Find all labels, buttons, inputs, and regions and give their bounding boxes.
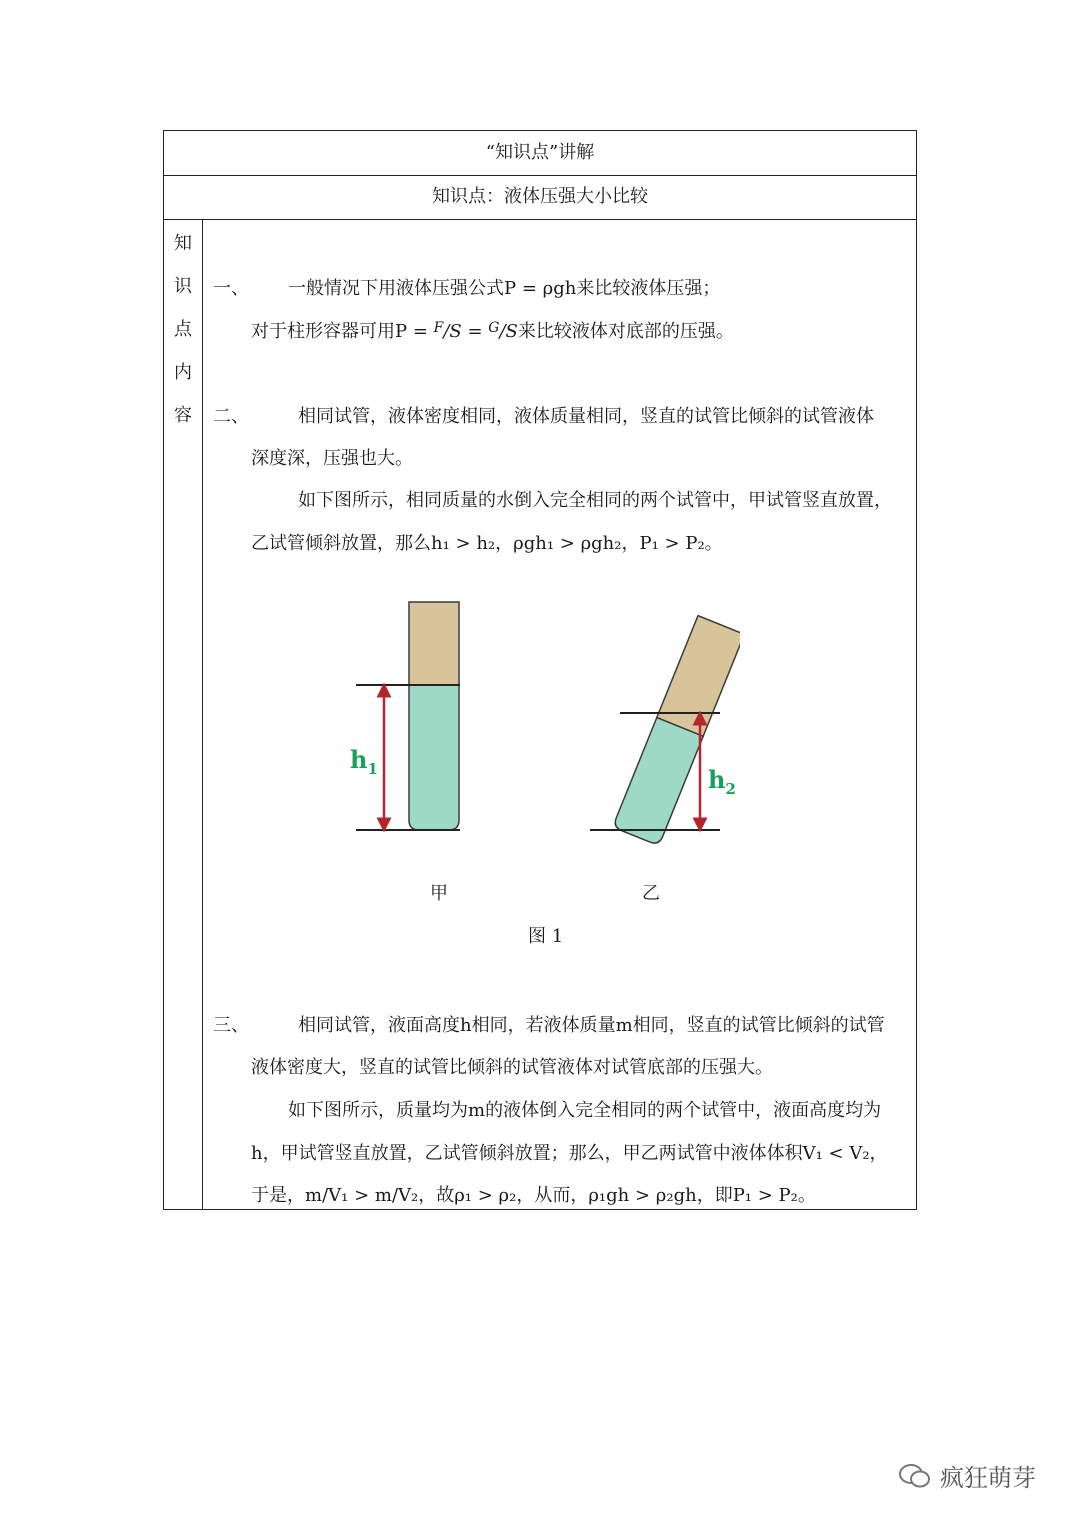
- section-3-line-5: 于是，m/V₁ > m/V₂，故ρ₁ > ρ₂，从而，ρ₁gh > ρ₂gh，即P₁ > P₂。: [251, 1185, 816, 1206]
- side-label-column: [164, 219, 203, 1209]
- tube-a-stopper: [409, 602, 459, 685]
- side-char: 内: [174, 362, 192, 383]
- table-subtitle: 知识点：液体压强大小比较: [164, 175, 916, 220]
- section-1-number: 一、: [213, 278, 249, 299]
- h1-label: $h_1$: [350, 745, 378, 778]
- test-tube-figure: [320, 590, 740, 850]
- tube-b-label: 乙: [642, 883, 660, 904]
- tube-a-label: 甲: [430, 883, 448, 904]
- watermark: [898, 1458, 1036, 1493]
- side-char: 识: [174, 276, 192, 297]
- section-3-line-4: h，甲试管竖直放置，乙试管倾斜放置；那么，甲乙两试管中液体体积V₁ < V₂，: [251, 1143, 888, 1164]
- section-2-number: 二、: [213, 406, 249, 427]
- side-char: 点: [174, 319, 192, 340]
- section-2-line-1: 相同试管，液体密度相同，液体质量相同，竖直的试管比倾斜的试管液体: [298, 406, 874, 427]
- side-char: 容: [174, 405, 192, 426]
- chat-bubbles-icon: [898, 1462, 932, 1490]
- section-3-line-3: 如下图所示，质量均为m的液体倒入完全相同的两个试管中，液面高度均为: [288, 1100, 882, 1121]
- tube-a-liquid: [409, 685, 459, 830]
- tube-vertical: [350, 602, 460, 830]
- section-3-line-1: 相同试管，液面高度h相同，若液体质量m相同，竖直的试管比倾斜的试管: [298, 1015, 885, 1036]
- tube-tilted: [590, 616, 740, 846]
- side-char: 知: [174, 233, 192, 254]
- h2-label: $h_2$: [708, 765, 736, 798]
- section-3-number: 三、: [213, 1015, 249, 1036]
- section-2-line-2: 深度深，压强也大。: [251, 448, 413, 469]
- section-3-line-2: 液体密度大，竖直的试管比倾斜的试管液体对试管底部的压强大。: [251, 1057, 773, 1078]
- watermark-text: 疯狂萌芽: [940, 1464, 1036, 1492]
- tube-b-liquid: [613, 718, 704, 846]
- table-title: “知识点”讲解: [164, 131, 916, 176]
- section-1-line-1: 一般情况下用液体压强公式P = ρgh来比较液体压强；: [288, 278, 721, 299]
- section-1-line-2: 对于柱形容器可用P = $^F$/S = $^G$/S来比较液体对底部的压强。: [251, 320, 734, 342]
- section-2-line-3: 如下图所示，相同质量的水倒入完全相同的两个试管中，甲试管竖直放置，: [298, 490, 892, 511]
- figure-caption: 图 1: [528, 926, 564, 947]
- tube-b-stopper: [657, 616, 740, 737]
- section-2-line-4: 乙试管倾斜放置，那么h₁ > h₂，ρgh₁ > ρgh₂，P₁ > P₂。: [251, 533, 723, 554]
